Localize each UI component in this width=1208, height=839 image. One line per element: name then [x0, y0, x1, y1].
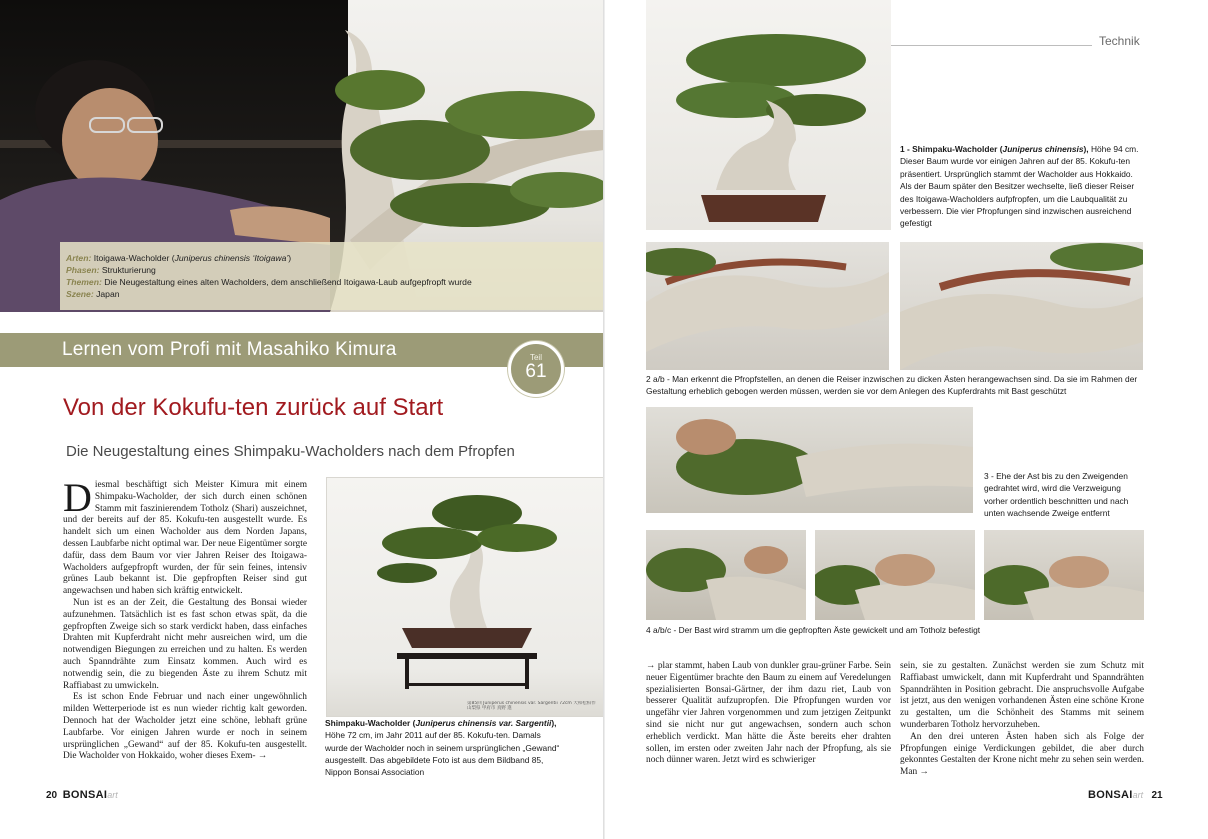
hero-photo [0, 0, 604, 312]
body-column-2: → plar stammt, haben Laub von dunkler grau-grüner Farbe. Sein neuer Eigentümer brachte den Baum zu einem auf Veredelungen spezialisierten Bonsai-Gärtner, der ihm dazu riet, Laub von besserer Qualität aufzupropfen. Die Pfropfungen wurden vor ungefähr vier Jahren vorgenommen und zum jetzigen Zeitpunkt sind sie nicht nur gut angewachsen, sondern auch schon erheblich verdickt. Man hätte die Äste bereits eher drahten sollen, im ersten oder zweiten Jahr nach der Pfropfung, als sie noch dünner waren. Jetzt wird es schwieriger [646, 661, 891, 766]
caption-3: 3 - Ehe der Ast bis zu den Zweigenden gedrahtet wird, wird die Verzweigung vorher ordentlich beschnitten und nach unten wachsende Zweige entfernt [984, 471, 1129, 519]
photo-4c [984, 530, 1144, 620]
inset-pot [402, 628, 532, 648]
page-number-right: 21 [1151, 790, 1163, 801]
article-title: Von der Kokufu-ten zurück auf Start [63, 394, 444, 421]
caption-2: 2 a/b - Man erkennt die Pfropfstellen, an denen die Reiser inzwischen zu dicken Ästen herangewachsen sind. Da sie im Rahmen der Gestaltung erheblich gebogen werden müssen, werden sie vor dem Anlegen des Kupferdrahts mit Bast geschützt [646, 374, 1138, 397]
bonsai-inset-photo [326, 477, 604, 717]
inset-japanese-caption: 第85回 Juniperus chinensis var. Sargentii 72cm 大和松柏作 山梨県 甲府市 真野 進 [467, 701, 596, 711]
page-spine [603, 0, 605, 839]
part-number: 61 [525, 361, 547, 382]
body-column-1: Diesmal beschäftigt sich Meister Kimura mit einem Shimpaku-Wacholder, der sich durch einen schönen Stamm mit faszinierendem Totholz (Shari) auszeichnet, und der bereits auf der 85. Kokufu-ten ausgestellt wurde. Es handelt sich um einen Wacholder aus dem Norden Japans, dessen Laubfarbe nicht optimal war. Der neue Eigentümer sorgte dafür, dass dem Baum vor vier Jahren Reiser des Itoigawa-Wacholders aufgepfropft wurden, der für sein feines, intensiv grünes Laub bekannt ist. Die gepfropften Reiser sind gut angewachsen und haben sich kräftig entwickelt. Nun ist es an der Zeit, die Gestaltung des Bonsai wieder aufzunehmen. Tatsächlich ist es fast schon etwas spät, da die gepfropften Zweige sich so stark verdickt haben, dass einfaches Drahten mit Kupferdraht nicht mehr ausreichen wird, um die notwendigen Biegungen zu erreichen und zu halten. Es werden auch Spanndrähte zum Einsatz kommen. Auch wird es notwendig sein, die zu biegenden Äste zu ihrem Schutz mit Raffiabast zu umwickeln. Es ist schon Ende Februar und nach einer ungewöhnlich milden Wetterperiode ist es nun wieder richtig kalt geworden. Dennoch hat der Wacholder jetzt eine schöne, lebhaft grüne Laubfarbe. Vor einigen Jahren wurde er noch in seinem ursprünglichen „Gewand“ auf der 85. Kokufu-ten ausgestellt. Die Wacholder von Hokkaido, woher dieses Exem- → [63, 475, 307, 762]
paragraph-3: Es ist schon Ende Februar und nach einer ungewöhnlich milden Wetterperiode ist es nun wieder richtig kalt geworden. Dennoch hat der Wacholder jetzt eine schöne, lebhaft grüne Laubfarbe. Vor einigen Jahren wurde er noch in seinem ursprünglichen „Gewand“ auf der 85. Kokufu-ten ausgestellt. Die Wacholder von Hokkaido, woher dieses Exem- → [63, 692, 307, 762]
article-subtitle: Die Neugestaltung eines Shimpaku-Wacholders nach dem Pfropfen [66, 443, 515, 460]
photo-3 [646, 407, 973, 513]
caption-art: Arten: Itoigawa-Wacholder (Juniperus chinensis ‘Itoigawa’) [66, 253, 292, 263]
photo-3-hand [676, 419, 736, 455]
caption-1: 1 - Shimpaku-Wacholder (Juniperus chinensis), Höhe 94 cm. Dieser Baum wurde vor einigen Jahren auf der 85. Kokufu-ten präsentiert. Ursprünglich stammt der Wacholder aus Hokkaido. Als der Baum später den Besitzer wechselte, ließ dieser Reiser des Itoigawa-Wacholders aufpfropfen, um die Laubqualität zu verbessern. Die vier Pfropfungen sind inzwischen ausreichend gefestigt [900, 144, 1139, 229]
brand-logo-right: BONSAI [1088, 789, 1133, 801]
photo-1 [646, 0, 891, 230]
paragraph-2: Nun ist es an der Zeit, die Gestaltung des Bonsai wieder aufzunehmen. Tatsächlich ist es fast schon etwas spät, da die gepfropften Zweige sich so stark verdickt haben, dass einfaches Drahten mit Kupferdraht nicht mehr ausreichen wird, um die notwendigen Biegungen zu erreichen und zu halten. Es werden auch Spanndrähte zum Einsatz kommen. Auch wird es notwendig sein, die zu biegenden Äste zu ihrem Schutz mit Raffiabast zu umwickeln. [63, 597, 307, 691]
part-label: Teil [529, 353, 542, 362]
caption-theme: Themen: Die Neugestaltung eines alten Wacholders, dem anschließend Itoigawa-Laub aufgepfropft wurde [66, 277, 472, 287]
part-badge [508, 341, 564, 397]
series-title: Lernen vom Profi mit Masahiko Kimura [62, 339, 397, 360]
photo-4b [815, 530, 975, 620]
photo-2b [900, 242, 1143, 370]
caption-phase: Phasen: Strukturierung [66, 265, 156, 275]
folio-right: BONSAIart 21 [1088, 789, 1163, 801]
photo-2a-deadwood [646, 272, 889, 352]
brand-logo-left: BONSAI [62, 789, 108, 801]
face-shape [62, 88, 158, 192]
inset-stand [397, 653, 537, 659]
caption-4: 4 a/b/c - Der Bast wird stramm um die gepfropften Äste gewickelt und am Totholz befestigt [646, 625, 981, 635]
section-rule [890, 45, 1092, 46]
drop-cap: D [63, 475, 92, 520]
photo-4a [646, 530, 806, 620]
body-column-3: sein, sie zu gestalten. Zunächst werden sie zum Schutz mit Raffiabast umwickelt, dann mit Kupferdraht und Spanndrähten Spanndrähten in Position gebracht. Die anspruchsvolle Aufgabe ist jetzt, aus den wenigen vorhandenen Ästen eine schöne Krone zu gestalten, um die Schönheit des Stamms mit seinem wunderbaren Totholz hervorzuheben. An den drei unteren Ästen haben sich als Folge der Pfropfungen einige Verdickungen gebildet, die aber durch gekonntes Gestalten der Krone nicht mehr zu sehen sein werden. Man → [900, 661, 1144, 778]
photo-2a [646, 242, 889, 370]
hero-caption-box [60, 242, 604, 310]
photo-1-pot [701, 195, 826, 222]
section-label: Technik [1099, 34, 1140, 48]
photo-2b-deadwood [900, 294, 1143, 370]
page-number-left: 20 [46, 790, 58, 801]
folio-left: 20 BONSAIart [46, 789, 118, 801]
inset-caption: Shimpaku-Wacholder (Juniperus chinensis var. Sargentii), Höhe 72 cm, im Jahr 2011 auf der 85. Kokufu-ten. Damals wurde der Wacholder noch in seinem ursprünglichen „Gewand“ ausgestellt. Das abgebildete Foto ist aus dem Bildband 85, Nippon Bonsai Association [325, 718, 560, 778]
photo-1-foliage [686, 34, 866, 86]
caption-scene: Szene: Japan [66, 289, 120, 299]
